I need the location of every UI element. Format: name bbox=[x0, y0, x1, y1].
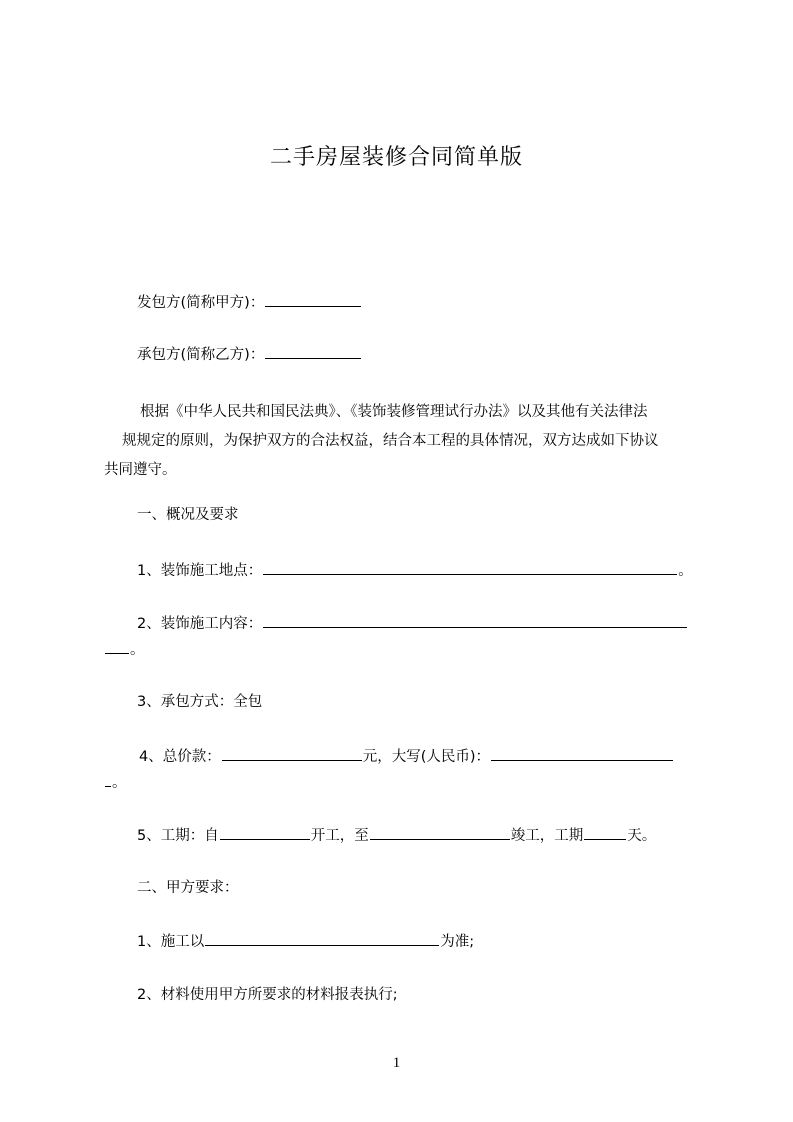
intro-line-2: 规规定的原则，为保护双方的合法权益，结合本工程的具体情况，双方达成如下协议 bbox=[122, 433, 659, 449]
s2-item-1-end: 为准; bbox=[440, 934, 475, 950]
item-1-end: 。 bbox=[678, 563, 693, 579]
section-1-item-4 bbox=[139, 746, 674, 767]
item-5-end-blank bbox=[370, 825, 510, 840]
intro-line-1: 根据《中华人民共和国民法典》、《装饰装修管理试行办法》以及其他有关法律法 bbox=[140, 404, 648, 420]
page-number: 1 bbox=[392, 1055, 401, 1071]
item-5-start-blank bbox=[220, 825, 310, 840]
item-4-words-blank bbox=[491, 746, 673, 761]
section-1-item-5 bbox=[137, 825, 656, 846]
item-2-blank-cont bbox=[105, 639, 129, 654]
item-5-b: 开工，至 bbox=[310, 828, 369, 844]
item-4-end: 。 bbox=[112, 775, 127, 791]
item-1-blank bbox=[263, 560, 677, 575]
section-1-item-3: 3、承包方式：全包 bbox=[137, 694, 263, 710]
section-1-item-4-cont bbox=[104, 772, 127, 793]
section-1-item-2-cont bbox=[104, 639, 145, 660]
party-b-label: 承包方(简称乙方)： bbox=[137, 347, 265, 363]
item-1-label: 1、装饰施工地点： bbox=[137, 563, 263, 579]
party-b-line bbox=[137, 344, 362, 365]
s2-item-1-blank bbox=[205, 931, 439, 946]
item-4-label: 4、总价款： bbox=[139, 749, 221, 765]
party-b-blank bbox=[265, 344, 361, 359]
item-5-a: 5、工期：自 bbox=[137, 828, 219, 844]
s2-item-1-label: 1、施工以 bbox=[137, 934, 205, 950]
section-2-item-2: 2、材料使用甲方所要求的材料报表执行; bbox=[137, 987, 398, 1003]
section-1-item-1 bbox=[137, 560, 693, 581]
item-2-blank bbox=[263, 613, 687, 628]
item-4-mid: 元，大写(人民币)： bbox=[362, 749, 491, 765]
section-2-item-1 bbox=[137, 931, 474, 952]
item-5-days-blank bbox=[584, 825, 626, 840]
section-2-heading: 二、甲方要求： bbox=[137, 880, 239, 896]
item-5-c: 竣工，工期 bbox=[510, 828, 584, 844]
party-a-label: 发包方(简称甲方)： bbox=[137, 295, 265, 311]
item-2-end: 。 bbox=[130, 642, 145, 658]
item-4-blank-cont bbox=[105, 772, 111, 787]
party-a-blank bbox=[265, 292, 361, 307]
item-4-amount-blank bbox=[222, 746, 362, 761]
item-2-label: 2、装饰施工内容： bbox=[137, 616, 263, 632]
section-1-item-2 bbox=[137, 613, 688, 634]
section-1-heading: 一、概况及要求 bbox=[137, 507, 239, 523]
party-a-line bbox=[137, 292, 362, 313]
item-5-d: 天。 bbox=[627, 828, 657, 844]
document-title: 二手房屋装修合同简单版 bbox=[269, 145, 523, 170]
intro-paragraph bbox=[104, 398, 704, 485]
intro-line-3: 共同遵守。 bbox=[104, 462, 177, 478]
